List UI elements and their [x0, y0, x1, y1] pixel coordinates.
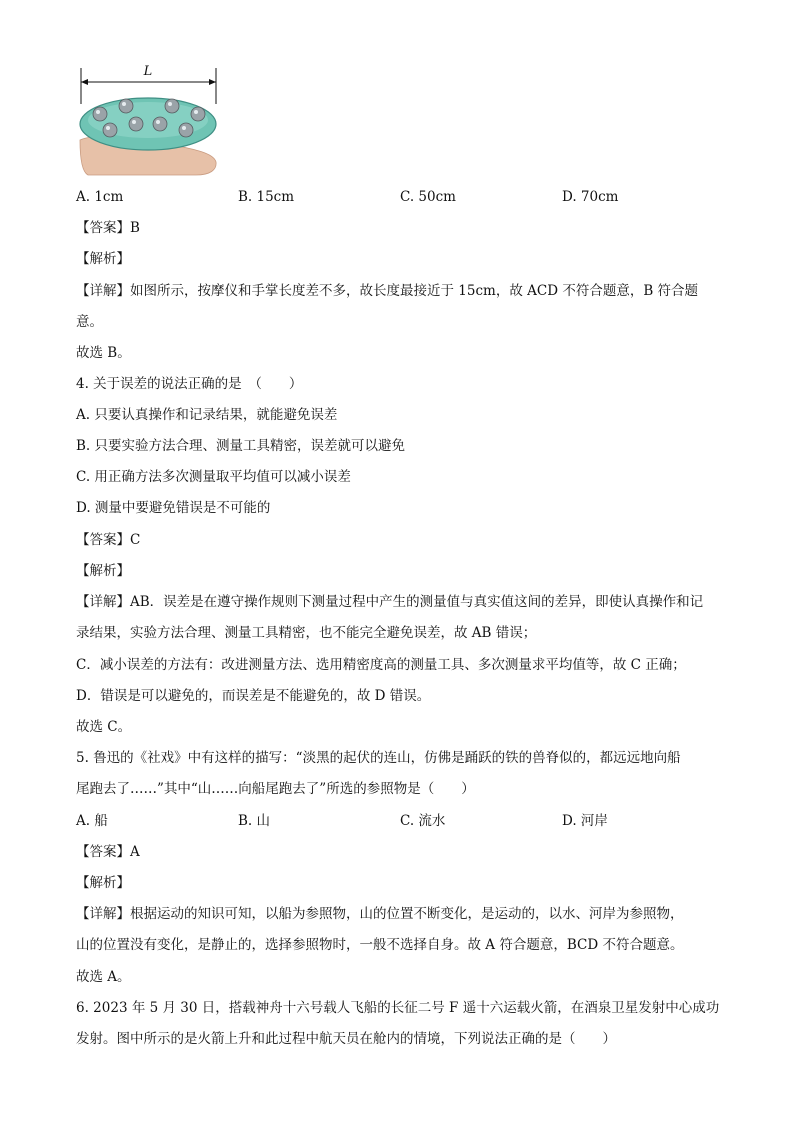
massager-figure	[78, 62, 220, 176]
q4-stem: 4. 关于误差的说法正确的是 （ ）	[76, 376, 303, 392]
q5-detail-2: 山的位置没有变化，是静止的，选择参照物时，一般不选择自身。故 A 符合题意，BCD 不符合题意。	[76, 937, 684, 953]
q4-analysis: 【解析】	[76, 563, 130, 579]
q5-option-d: D. 河岸	[562, 813, 608, 829]
q3-analysis: 【解析】	[76, 251, 130, 267]
q5-option-c: C. 流水	[400, 813, 446, 829]
q3-conclusion: 故选 B。	[76, 345, 131, 361]
dimension-label: L	[143, 64, 153, 79]
q3-option-d: D. 70cm	[562, 189, 619, 205]
q5-option-b: B. 山	[238, 813, 271, 829]
q3-option-b: B. 15cm	[238, 189, 295, 205]
q5-stem-2: 尾跑去了……”其中“山……向船尾跑去了”所选的参照物是（ ）	[76, 781, 475, 797]
q4-option-c: C. 用正确方法多次测量取平均值可以减小误差	[76, 469, 351, 485]
dimension-arrow-right	[209, 79, 216, 85]
q5-analysis: 【解析】	[76, 875, 130, 891]
q5-stem-1: 5. 鲁迅的《社戏》中有这样的描写：“淡黑的起伏的连山，仿佛是踊跃的铁的兽脊似的，都远远地向船	[76, 750, 681, 766]
q3-answer: 【答案】B	[76, 220, 140, 236]
q4-detail-3: C．减小误差的方法有：改进测量方法、选用精密度高的测量工具、多次测量求平均值等，故 C 正确；	[76, 657, 686, 673]
q5-conclusion: 故选 A。	[76, 969, 131, 985]
q4-detail-4: D．错误是可以避免的，而误差是不能避免的，故 D 错误。	[76, 688, 431, 704]
q4-detail-2: 录结果，实验方法合理、测量工具精密，也不能完全避免误差，故 AB 错误；	[76, 625, 537, 641]
q3-detail-1: 【详解】如图所示，按摩仪和手掌长度差不多，故长度最接近于 15cm，故 ACD 不符合题意，B 符合题	[76, 283, 699, 299]
q5-answer: 【答案】A	[76, 844, 140, 860]
q4-answer: 【答案】C	[76, 532, 141, 548]
q4-detail-1: 【详解】AB．误差是在遵守操作规则下测量过程中产生的测量值与真实值这间的差异，即使认真操作和记	[76, 594, 704, 610]
q5-detail-1: 【详解】根据运动的知识可知，以船为参照物，山的位置不断变化，是运动的，以水、河岸为参照物，	[76, 906, 684, 922]
dimension-arrow-left	[81, 79, 88, 85]
q6-stem-2: 发射。图中所示的是火箭上升和此过程中航天员在舱内的情境，下列说法正确的是（ ）	[76, 1031, 616, 1047]
q6-stem-1: 6. 2023 年 5 月 30 日，搭载神舟十六号载人飞船的长征二号 F 遥十六运载火箭，在酒泉卫星发射中心成功	[76, 1000, 720, 1016]
q4-conclusion: 故选 C。	[76, 719, 132, 735]
q3-option-a: A. 1cm	[76, 189, 124, 205]
q4-option-d: D. 测量中要避免错误是不可能的	[76, 500, 271, 516]
q4-option-b: B. 只要实验方法合理、测量工具精密，误差就可以避免	[76, 438, 406, 454]
q3-detail-2: 意。	[76, 314, 103, 330]
q5-option-a: A. 船	[76, 813, 108, 829]
q3-option-c: C. 50cm	[400, 189, 456, 205]
q4-option-a: A. 只要认真操作和记录结果，就能避免误差	[76, 407, 338, 423]
